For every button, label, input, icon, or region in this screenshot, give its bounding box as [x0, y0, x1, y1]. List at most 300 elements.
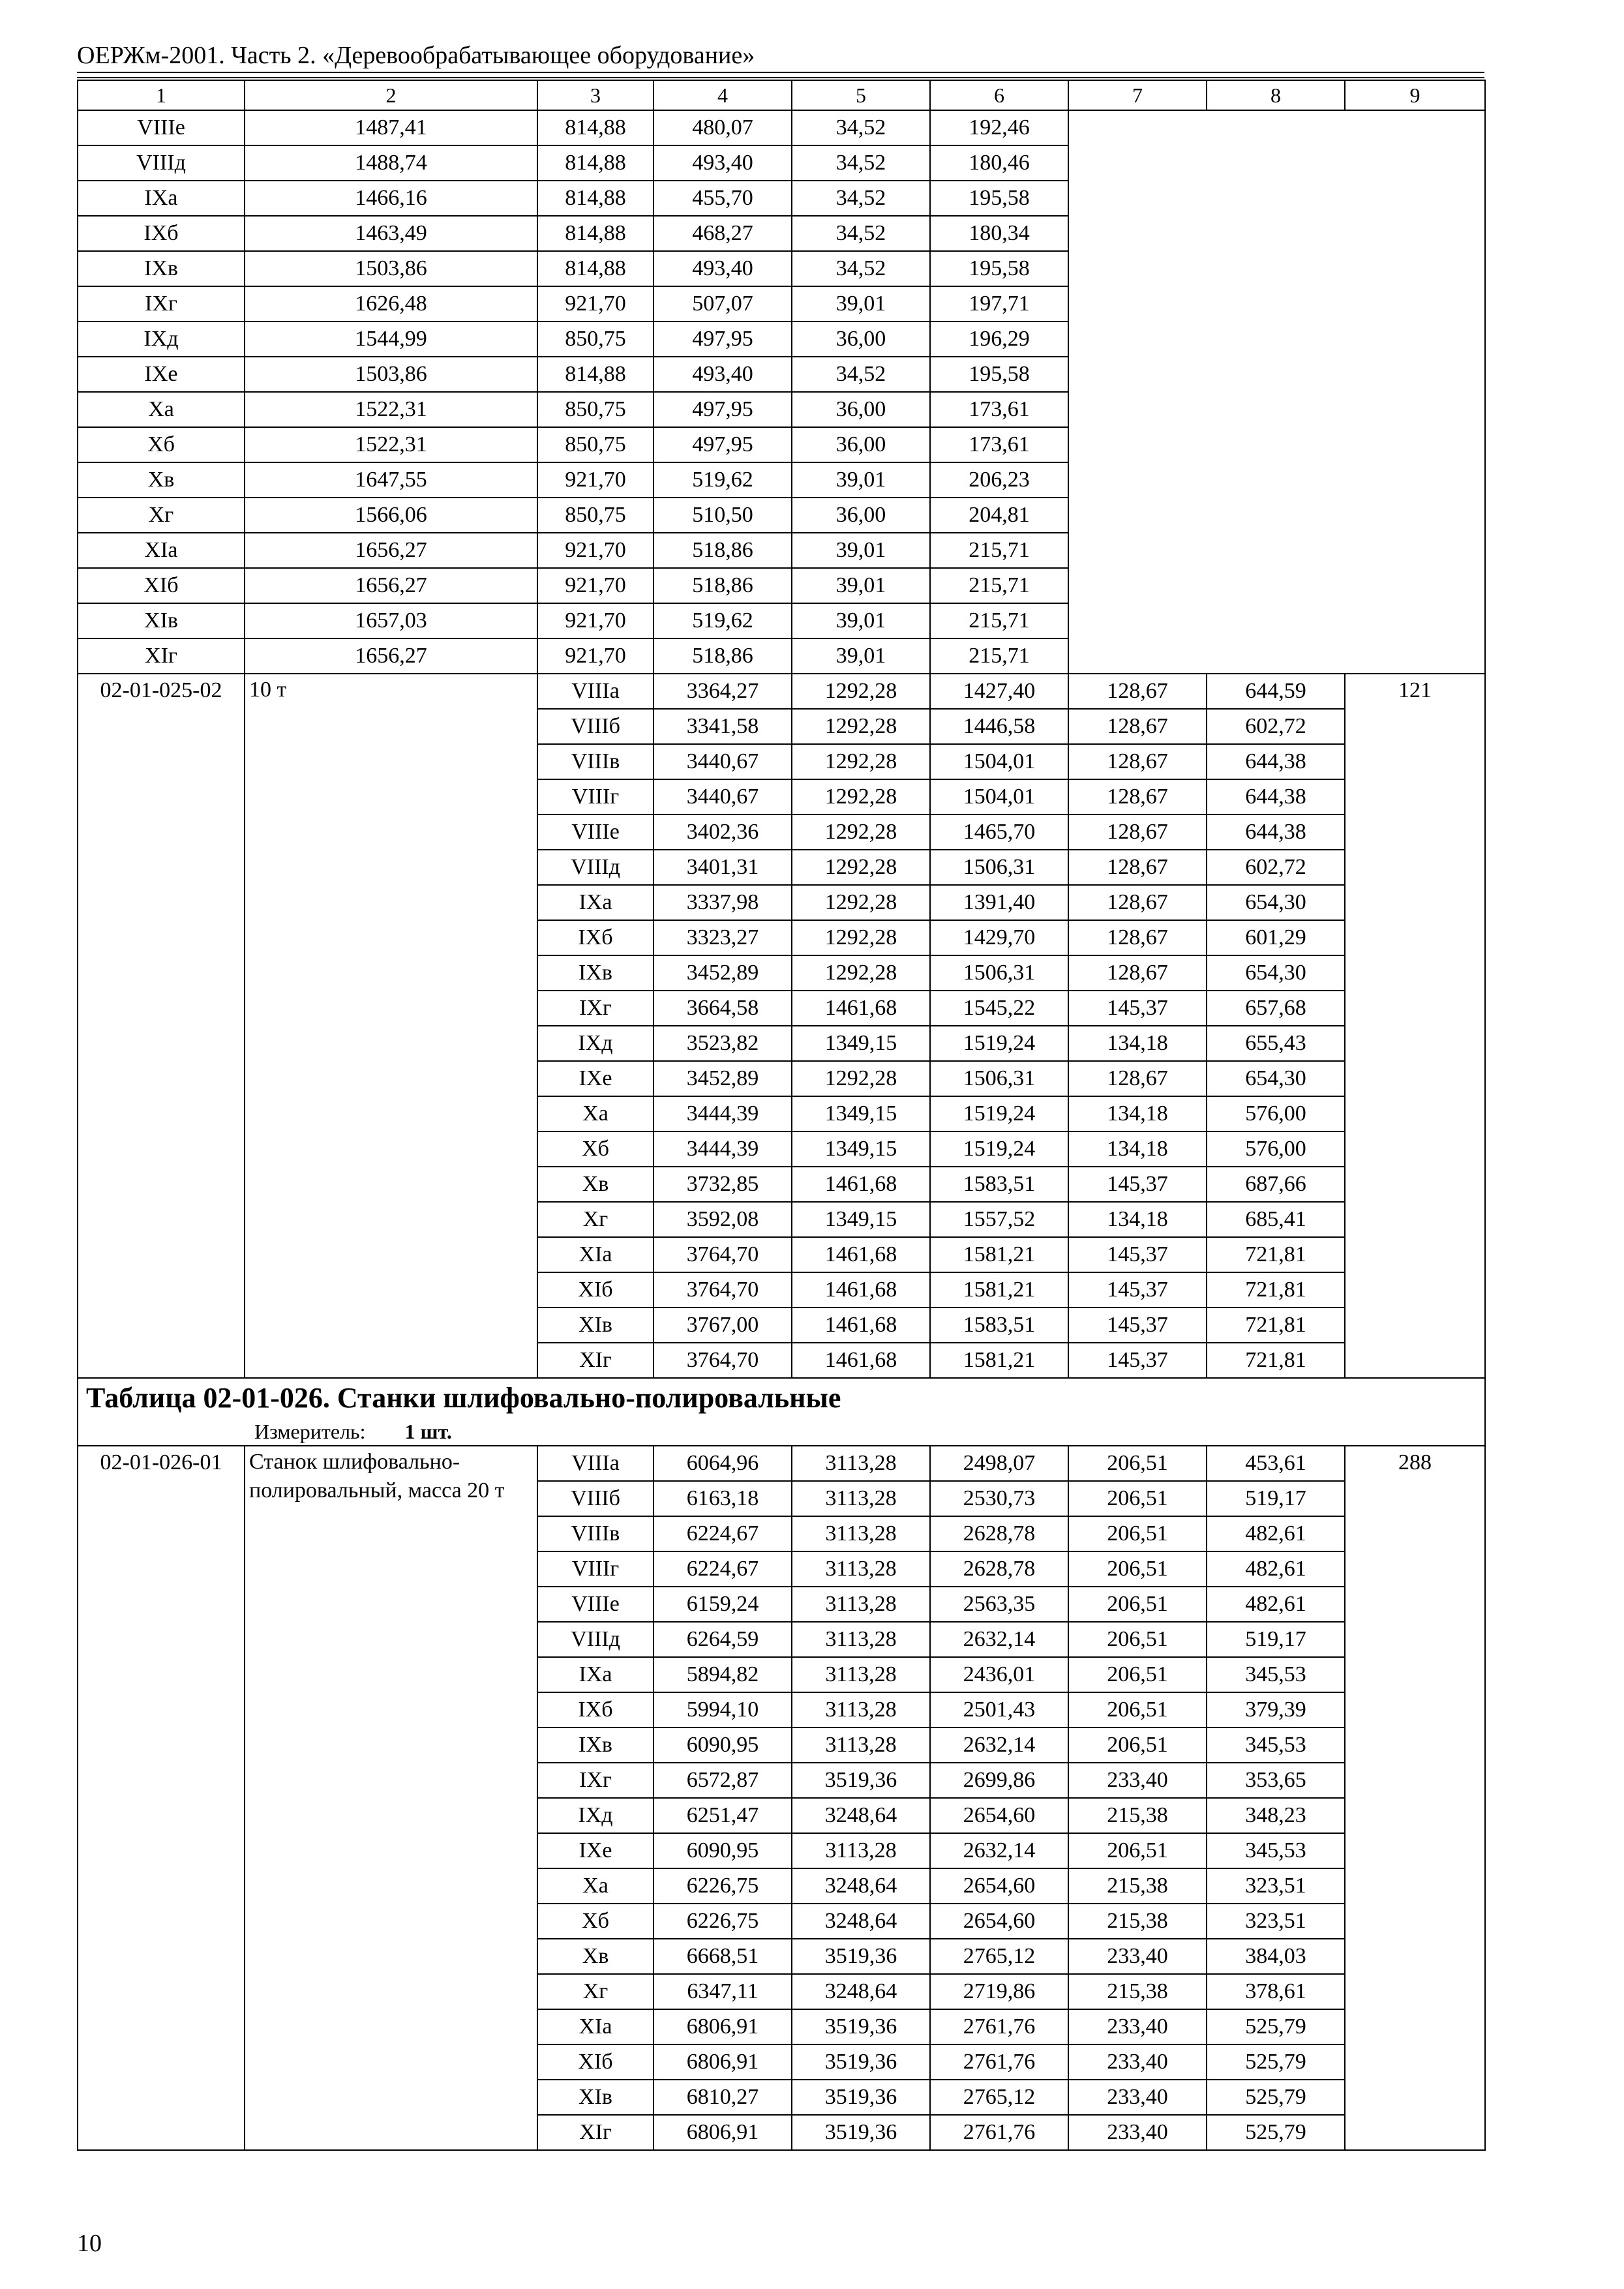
region-code-cell: IXа: [78, 181, 245, 216]
total-cost-cell: 6226,75: [654, 1868, 792, 1904]
wages-cell: 1292,28: [792, 779, 930, 815]
total-cost-cell: 1657,03: [245, 603, 537, 638]
machinist-wages-cell: 36,00: [792, 427, 930, 462]
materials-cost-cell: 345,53: [1207, 1728, 1345, 1763]
materials-cost-cell: 576,00: [1207, 1131, 1345, 1167]
machine-cost-cell: 480,07: [654, 110, 792, 145]
column-number-7: 7: [1068, 80, 1207, 110]
region-code-cell: IXа: [537, 885, 654, 920]
machine-cost-cell: 1519,24: [930, 1026, 1068, 1061]
wages-cell: 850,75: [537, 427, 654, 462]
position-name: 10 т: [245, 674, 537, 1378]
machinist-wages-cell: 206,51: [1068, 1481, 1207, 1516]
total-cost-cell: 1503,86: [245, 251, 537, 286]
region-code-cell: VIIIе: [78, 110, 245, 145]
materials-cost-cell: 644,38: [1207, 779, 1345, 815]
wages-cell: 1461,68: [792, 1343, 930, 1378]
total-cost-cell: 3364,27: [654, 674, 792, 709]
materials-cost-cell: 525,79: [1207, 2044, 1345, 2080]
total-cost-cell: 1626,48: [245, 286, 537, 322]
region-code-cell: XIг: [537, 2115, 654, 2150]
region-code-cell: Xв: [78, 462, 245, 498]
machinist-wages-cell: 233,40: [1068, 2080, 1207, 2115]
materials-cost-cell: 644,38: [1207, 744, 1345, 779]
machine-cost-cell: 518,86: [654, 533, 792, 568]
materials-cost-cell: 195,58: [930, 357, 1068, 392]
machinist-wages-cell: 128,67: [1068, 815, 1207, 850]
materials-cost-cell: 180,46: [930, 145, 1068, 181]
region-code-cell: XIг: [78, 638, 245, 674]
region-code-cell: VIIIв: [537, 744, 654, 779]
machine-cost-cell: 493,40: [654, 145, 792, 181]
wages-cell: 3113,28: [792, 1481, 930, 1516]
total-cost-cell: 3444,39: [654, 1131, 792, 1167]
region-code-cell: VIIIд: [78, 145, 245, 181]
materials-cost-cell: 654,30: [1207, 885, 1345, 920]
machine-cost-cell: 2563,35: [930, 1587, 1068, 1622]
total-cost-cell: 3664,58: [654, 991, 792, 1026]
total-cost-cell: 6226,75: [654, 1904, 792, 1939]
wages-cell: 921,70: [537, 603, 654, 638]
machine-cost-cell: 2719,86: [930, 1974, 1068, 2009]
table-026-title-row: [78, 1378, 1485, 1418]
region-code-cell: VIIIв: [537, 1516, 654, 1551]
materials-cost-cell: 644,38: [1207, 815, 1345, 850]
table-row: [78, 427, 1485, 462]
table-026-unit-cell: [78, 1418, 1485, 1446]
table-row: [78, 638, 1485, 674]
region-code-cell: XIв: [78, 603, 245, 638]
region-code-cell: Xб: [537, 1904, 654, 1939]
materials-cost-cell: 353,65: [1207, 1763, 1345, 1798]
total-cost-cell: 6159,24: [654, 1587, 792, 1622]
unit-label: Измеритель:: [254, 1420, 366, 1443]
machinist-wages-cell: 128,67: [1068, 955, 1207, 991]
wages-cell: 850,75: [537, 392, 654, 427]
machinist-wages-cell: 134,18: [1068, 1096, 1207, 1131]
materials-cost-cell: 323,51: [1207, 1868, 1345, 1904]
materials-cost-cell: 644,59: [1207, 674, 1345, 709]
materials-cost-cell: 482,61: [1207, 1516, 1345, 1551]
wages-cell: 1349,15: [792, 1096, 930, 1131]
total-cost-cell: 6668,51: [654, 1939, 792, 1974]
wages-cell: 1461,68: [792, 991, 930, 1026]
region-code-cell: Xа: [537, 1868, 654, 1904]
machine-cost-cell: 1557,52: [930, 1202, 1068, 1237]
machinist-wages-cell: 206,51: [1068, 1692, 1207, 1728]
total-cost-cell: 3764,70: [654, 1343, 792, 1378]
machine-cost-cell: 493,40: [654, 251, 792, 286]
machinist-wages-cell: 39,01: [792, 286, 930, 322]
region-code-cell: VIIIб: [537, 1481, 654, 1516]
region-code-cell: IXг: [537, 1763, 654, 1798]
total-cost-cell: 6347,11: [654, 1974, 792, 2009]
materials-cost-cell: 519,17: [1207, 1622, 1345, 1657]
column-9-value: 288: [1345, 1446, 1485, 2150]
table-row: [78, 603, 1485, 638]
column-number-3: 3: [537, 80, 654, 110]
machine-cost-cell: 2632,14: [930, 1622, 1068, 1657]
region-code-cell: XIг: [537, 1343, 654, 1378]
machinist-wages-cell: 134,18: [1068, 1131, 1207, 1167]
region-code-cell: VIIIе: [537, 815, 654, 850]
materials-cost-cell: 196,29: [930, 322, 1068, 357]
wages-cell: 3113,28: [792, 1516, 930, 1551]
wages-cell: 814,88: [537, 216, 654, 251]
wages-cell: 3113,28: [792, 1551, 930, 1587]
machinist-wages-cell: 36,00: [792, 322, 930, 357]
wages-cell: 1292,28: [792, 1061, 930, 1096]
total-cost-cell: 1656,27: [245, 638, 537, 674]
table-body-top: [78, 80, 1485, 1378]
materials-cost-cell: 215,71: [930, 568, 1068, 603]
wages-cell: 1349,15: [792, 1202, 930, 1237]
wages-cell: 1292,28: [792, 674, 930, 709]
materials-cost-cell: 323,51: [1207, 1904, 1345, 1939]
wages-cell: 921,70: [537, 568, 654, 603]
machinist-wages-cell: 36,00: [792, 498, 930, 533]
machinist-wages-cell: 206,51: [1068, 1833, 1207, 1868]
machine-cost-cell: 510,50: [654, 498, 792, 533]
page-number: 10: [77, 2230, 102, 2257]
machinist-wages-cell: 145,37: [1068, 1272, 1207, 1308]
machine-cost-cell: 2632,14: [930, 1728, 1068, 1763]
machinist-wages-cell: 34,52: [792, 216, 930, 251]
wages-cell: 1461,68: [792, 1272, 930, 1308]
machinist-wages-cell: 206,51: [1068, 1446, 1207, 1481]
total-cost-cell: 6810,27: [654, 2080, 792, 2115]
materials-cost-cell: 721,81: [1207, 1343, 1345, 1378]
machinist-wages-cell: 233,40: [1068, 2009, 1207, 2044]
total-cost-cell: 3341,58: [654, 709, 792, 744]
total-cost-cell: 3452,89: [654, 1061, 792, 1096]
machine-cost-cell: 497,95: [654, 322, 792, 357]
region-code-cell: VIIIа: [537, 1446, 654, 1481]
wages-cell: 3113,28: [792, 1446, 930, 1481]
table-row: [78, 216, 1485, 251]
wages-cell: 850,75: [537, 322, 654, 357]
machine-cost-cell: 2498,07: [930, 1446, 1068, 1481]
materials-cost-cell: 482,61: [1207, 1587, 1345, 1622]
column-number-8: 8: [1207, 80, 1345, 110]
position-name: Станок шлифовально-полировальный, масса 20 т: [245, 1446, 537, 2150]
machinist-wages-cell: 34,52: [792, 110, 930, 145]
table-026-title: Таблица 02-01-026. Станки шлифовально-полировальные: [78, 1378, 1485, 1418]
wages-cell: 3113,28: [792, 1728, 930, 1763]
position-code: 02-01-026-01: [78, 1446, 245, 2150]
region-code-cell: XIв: [537, 1308, 654, 1343]
region-code-cell: Xг: [537, 1974, 654, 2009]
total-cost-cell: 6090,95: [654, 1728, 792, 1763]
materials-cost-cell: 655,43: [1207, 1026, 1345, 1061]
materials-cost-cell: 180,34: [930, 216, 1068, 251]
table-row: [78, 110, 1485, 145]
total-cost-cell: 1656,27: [245, 533, 537, 568]
machine-cost-cell: 493,40: [654, 357, 792, 392]
machinist-wages-cell: 206,51: [1068, 1728, 1207, 1763]
region-code-cell: IXг: [78, 286, 245, 322]
column-9-value: 121: [1345, 674, 1485, 1378]
machinist-wages-cell: 215,38: [1068, 1974, 1207, 2009]
region-code-cell: IXд: [537, 1026, 654, 1061]
total-cost-cell: 6264,59: [654, 1622, 792, 1657]
total-cost-cell: 1503,86: [245, 357, 537, 392]
machinist-wages-cell: 39,01: [792, 568, 930, 603]
machinist-wages-cell: 128,67: [1068, 920, 1207, 955]
wages-cell: 1292,28: [792, 850, 930, 885]
machine-cost-cell: 1583,51: [930, 1167, 1068, 1202]
wages-cell: 1349,15: [792, 1026, 930, 1061]
materials-cost-cell: 204,81: [930, 498, 1068, 533]
materials-cost-cell: 654,30: [1207, 955, 1345, 991]
materials-cost-cell: 602,72: [1207, 850, 1345, 885]
region-code-cell: XIа: [78, 533, 245, 568]
total-cost-cell: 3440,67: [654, 779, 792, 815]
wages-cell: 850,75: [537, 498, 654, 533]
table-row: [78, 357, 1485, 392]
machinist-wages-cell: 145,37: [1068, 1167, 1207, 1202]
machine-cost-cell: 468,27: [654, 216, 792, 251]
page-header-title: ОЕРЖм-2001. Часть 2. «Деревообрабатывающее оборудование»: [77, 42, 755, 69]
machinist-wages-cell: 34,52: [792, 145, 930, 181]
materials-cost-cell: 378,61: [1207, 1974, 1345, 2009]
total-cost-cell: 3764,70: [654, 1272, 792, 1308]
machine-cost-cell: 2761,76: [930, 2115, 1068, 2150]
machine-cost-cell: 2654,60: [930, 1904, 1068, 1939]
machinist-wages-cell: 233,40: [1068, 2044, 1207, 2080]
machine-cost-cell: 1504,01: [930, 779, 1068, 815]
header-rule-bottom: [77, 77, 1484, 78]
wages-cell: 3519,36: [792, 2115, 930, 2150]
column-number-4: 4: [654, 80, 792, 110]
materials-cost-cell: 654,30: [1207, 1061, 1345, 1096]
machinist-wages-cell: 34,52: [792, 181, 930, 216]
wages-cell: 3248,64: [792, 1904, 930, 1939]
total-cost-cell: 1522,31: [245, 427, 537, 462]
materials-cost-cell: 173,61: [930, 427, 1068, 462]
materials-cost-cell: 197,71: [930, 286, 1068, 322]
machinist-wages-cell: 39,01: [792, 603, 930, 638]
total-cost-cell: 3452,89: [654, 955, 792, 991]
materials-cost-cell: 525,79: [1207, 2115, 1345, 2150]
region-code-cell: Xа: [537, 1096, 654, 1131]
machine-cost-cell: 2699,86: [930, 1763, 1068, 1798]
machinist-wages-cell: 34,52: [792, 357, 930, 392]
region-code-cell: Xа: [78, 392, 245, 427]
materials-cost-cell: 721,81: [1207, 1308, 1345, 1343]
materials-cost-cell: 195,58: [930, 251, 1068, 286]
machine-cost-cell: 497,95: [654, 427, 792, 462]
total-cost-cell: 3732,85: [654, 1167, 792, 1202]
unit-value: 1 шт.: [404, 1420, 452, 1443]
machinist-wages-cell: 128,67: [1068, 850, 1207, 885]
wages-cell: 3519,36: [792, 2044, 930, 2080]
table-row: [78, 674, 1485, 709]
machine-cost-cell: 518,86: [654, 638, 792, 674]
materials-cost-cell: 345,53: [1207, 1833, 1345, 1868]
wages-cell: 3248,64: [792, 1868, 930, 1904]
wages-cell: 3113,28: [792, 1622, 930, 1657]
machine-cost-cell: 1519,24: [930, 1096, 1068, 1131]
materials-cost-cell: 525,79: [1207, 2080, 1345, 2115]
machinist-wages-cell: 233,40: [1068, 1763, 1207, 1798]
machine-cost-cell: 1519,24: [930, 1131, 1068, 1167]
wages-cell: 921,70: [537, 462, 654, 498]
machine-cost-cell: 2761,76: [930, 2009, 1068, 2044]
total-cost-cell: 3592,08: [654, 1202, 792, 1237]
machine-cost-cell: 2632,14: [930, 1833, 1068, 1868]
column-number-5: 5: [792, 80, 930, 110]
wages-cell: 1461,68: [792, 1167, 930, 1202]
machinist-wages-cell: 128,67: [1068, 779, 1207, 815]
machinist-wages-cell: 134,18: [1068, 1026, 1207, 1061]
region-code-cell: XIв: [537, 2080, 654, 2115]
wages-cell: 1461,68: [792, 1308, 930, 1343]
materials-cost-cell: 384,03: [1207, 1939, 1345, 1974]
machinist-wages-cell: 128,67: [1068, 1061, 1207, 1096]
region-code-cell: XIа: [537, 1237, 654, 1272]
materials-cost-cell: 215,71: [930, 638, 1068, 674]
machinist-wages-cell: 215,38: [1068, 1868, 1207, 1904]
machinist-wages-cell: 39,01: [792, 533, 930, 568]
wages-cell: 3519,36: [792, 2009, 930, 2044]
machine-cost-cell: 1506,31: [930, 955, 1068, 991]
total-cost-cell: 6806,91: [654, 2009, 792, 2044]
region-code-cell: IXб: [78, 216, 245, 251]
machine-cost-cell: 1506,31: [930, 1061, 1068, 1096]
wages-cell: 921,70: [537, 638, 654, 674]
machinist-wages-cell: 206,51: [1068, 1516, 1207, 1551]
materials-cost-cell: 685,41: [1207, 1202, 1345, 1237]
region-code-cell: XIб: [78, 568, 245, 603]
materials-cost-cell: 576,00: [1207, 1096, 1345, 1131]
region-code-cell: Xв: [537, 1167, 654, 1202]
total-cost-cell: 3401,31: [654, 850, 792, 885]
region-code-cell: Xв: [537, 1939, 654, 1974]
wages-cell: 3113,28: [792, 1833, 930, 1868]
table-row: [78, 286, 1485, 322]
table-026-unit-row: [78, 1418, 1485, 1446]
machine-cost-cell: 1581,21: [930, 1343, 1068, 1378]
region-code-cell: IXв: [537, 955, 654, 991]
wages-cell: 3113,28: [792, 1657, 930, 1692]
region-code-cell: VIIIг: [537, 1551, 654, 1587]
table-row: [78, 145, 1485, 181]
total-cost-cell: 1656,27: [245, 568, 537, 603]
total-cost-cell: 1466,16: [245, 181, 537, 216]
machine-cost-cell: 1446,58: [930, 709, 1068, 744]
machine-cost-cell: 2765,12: [930, 2080, 1068, 2115]
materials-cost-cell: 345,53: [1207, 1657, 1345, 1692]
machine-cost-cell: 2654,60: [930, 1798, 1068, 1833]
machinist-wages-cell: 215,38: [1068, 1904, 1207, 1939]
materials-cost-cell: 602,72: [1207, 709, 1345, 744]
machine-cost-cell: 1506,31: [930, 850, 1068, 885]
total-cost-cell: 6224,67: [654, 1516, 792, 1551]
total-cost-cell: 6224,67: [654, 1551, 792, 1587]
machinist-wages-cell: 145,37: [1068, 991, 1207, 1026]
region-code-cell: IXв: [78, 251, 245, 286]
header-rule-top: [77, 72, 1484, 73]
wages-cell: 1292,28: [792, 744, 930, 779]
region-code-cell: IXе: [537, 1061, 654, 1096]
region-code-cell: VIIIе: [537, 1587, 654, 1622]
machine-cost-cell: 1429,70: [930, 920, 1068, 955]
table-row: [78, 392, 1485, 427]
wages-cell: 921,70: [537, 286, 654, 322]
materials-cost-cell: 215,71: [930, 603, 1068, 638]
machine-cost-cell: 2765,12: [930, 1939, 1068, 1974]
wages-cell: 1292,28: [792, 920, 930, 955]
machine-cost-cell: 518,86: [654, 568, 792, 603]
machinist-wages-cell: 128,67: [1068, 885, 1207, 920]
materials-cost-cell: 687,66: [1207, 1167, 1345, 1202]
total-cost-cell: 3323,27: [654, 920, 792, 955]
total-cost-cell: 3440,67: [654, 744, 792, 779]
materials-cost-cell: 721,81: [1207, 1272, 1345, 1308]
wages-cell: 814,88: [537, 110, 654, 145]
wages-cell: 1292,28: [792, 815, 930, 850]
machinist-wages-cell: 145,37: [1068, 1343, 1207, 1378]
machine-cost-cell: 1427,40: [930, 674, 1068, 709]
wages-cell: 1461,68: [792, 1237, 930, 1272]
table-row: [78, 322, 1485, 357]
wages-cell: 3248,64: [792, 1974, 930, 2009]
total-cost-cell: 6251,47: [654, 1798, 792, 1833]
wages-cell: 1292,28: [792, 885, 930, 920]
region-code-cell: VIIIд: [537, 1622, 654, 1657]
region-code-cell: Xб: [78, 427, 245, 462]
machine-cost-cell: 1581,21: [930, 1272, 1068, 1308]
wages-cell: 1292,28: [792, 955, 930, 991]
machine-cost-cell: 2628,78: [930, 1516, 1068, 1551]
machinist-wages-cell: 145,37: [1068, 1237, 1207, 1272]
machinist-wages-cell: 206,51: [1068, 1587, 1207, 1622]
region-code-cell: XIб: [537, 1272, 654, 1308]
total-cost-cell: 1522,31: [245, 392, 537, 427]
total-cost-cell: 6572,87: [654, 1763, 792, 1798]
machine-cost-cell: 2628,78: [930, 1551, 1068, 1587]
machine-cost-cell: 519,62: [654, 603, 792, 638]
table-026-heading: [78, 1378, 1485, 1446]
table-row: [78, 181, 1485, 216]
table-row: [78, 498, 1485, 533]
region-code-cell: IXе: [537, 1833, 654, 1868]
machine-cost-cell: 1465,70: [930, 815, 1068, 850]
machinist-wages-cell: 39,01: [792, 462, 930, 498]
total-cost-cell: 5894,82: [654, 1657, 792, 1692]
wages-cell: 3113,28: [792, 1587, 930, 1622]
region-code-cell: IXд: [78, 322, 245, 357]
table-row: [78, 568, 1485, 603]
materials-cost-cell: 215,71: [930, 533, 1068, 568]
table-row: [78, 251, 1485, 286]
total-cost-cell: 6806,91: [654, 2115, 792, 2150]
wages-cell: 814,88: [537, 357, 654, 392]
materials-cost-cell: 525,79: [1207, 2009, 1345, 2044]
materials-cost-cell: 206,23: [930, 462, 1068, 498]
total-cost-cell: 3337,98: [654, 885, 792, 920]
region-code-cell: IXг: [537, 991, 654, 1026]
total-cost-cell: 5994,10: [654, 1692, 792, 1728]
machinist-wages-cell: 215,38: [1068, 1798, 1207, 1833]
region-code-cell: IXа: [537, 1657, 654, 1692]
machine-cost-cell: 455,70: [654, 181, 792, 216]
materials-cost-cell: 379,39: [1207, 1692, 1345, 1728]
machine-cost-cell: 507,07: [654, 286, 792, 322]
region-code-cell: VIIIг: [537, 779, 654, 815]
region-code-cell: Xг: [537, 1202, 654, 1237]
